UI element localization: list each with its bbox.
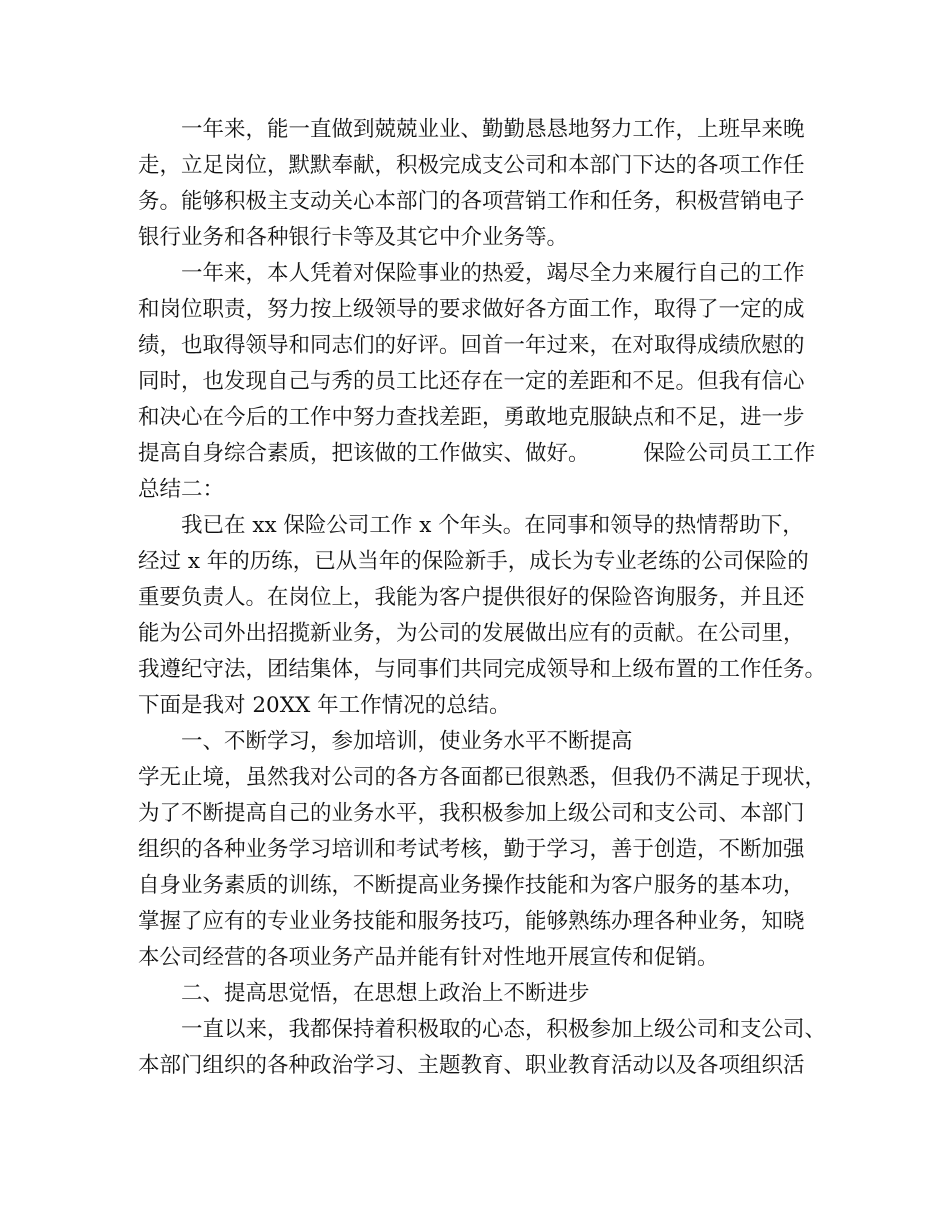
paragraph-line: 组织的各种业务学习培训和考试考核，勤于学习，善于创造，不断加强 — [138, 837, 805, 862]
paragraph-line: 学无止境，虽然我对公司的各方各面都已很熟悉，但我仍不满足于现状， — [138, 765, 827, 790]
section-heading: 一、不断学习，参加培训，使业务水平不断提高 — [181, 729, 633, 754]
paragraph-line: 我已在 xx 保险公司工作 x 个年头。在同事和领导的热情帮助下， — [181, 513, 804, 538]
paragraph-line: 走，立足岗位，默默奉献，积极完成支公司和本部门下达的各项工作任 — [138, 153, 805, 178]
paragraph-line: 本部门组织的各种政治学习、主题教育、职业教育活动以及各项组织活 — [138, 1053, 805, 1078]
paragraph-line: 重要负责人。在岗位上，我能为客户提供很好的保险咨询服务，并且还 — [138, 585, 805, 610]
section-title: 总结二： — [138, 477, 225, 502]
paragraph-line: 一直以来，我都保持着积极取的心态，积极参加上级公司和支公司、 — [181, 1017, 827, 1042]
paragraph-line: 能为公司外出招揽新业务，为公司的发展做出应有的贡献。在公司里， — [138, 621, 805, 646]
paragraph-line: 掌握了应有的专业业务技能和服务技巧，能够熟练办理各种业务，知晓 — [138, 909, 805, 934]
paragraph-line: 为了不断提高自己的业务水平，我积极参加上级公司和支公司、本部门 — [138, 801, 805, 826]
paragraph-line: 银行业务和各种银行卡等及其它中介业务等。 — [138, 225, 569, 250]
paragraph-line: 本公司经营的各项业务产品并能有针对性地开展宣传和促销。 — [138, 945, 719, 970]
paragraph-line: 提高自身综合素质，把该做的工作做实、做好。 保险公司员工工作 — [138, 441, 816, 466]
section-heading: 二、提高思觉悟，在思想上政治上不断进步 — [181, 981, 590, 1006]
paragraph-line: 和决心在今后的工作中努力查找差距，勇敢地克服缺点和不足，进一步 — [138, 405, 805, 430]
paragraph-line: 自身业务素质的训练，不断提高业务操作技能和为客户服务的基本功， — [138, 873, 805, 898]
paragraph-line: 务。能够积极主支动关心本部门的各项营销工作和任务，积极营销电子 — [138, 189, 805, 214]
paragraph-line: 我遵纪守法，团结集体，与同事们共同完成领导和上级布置的工作任务。 — [138, 657, 827, 682]
paragraph-line: 下面是我对 20XX 年工作情况的总结。 — [138, 693, 511, 718]
paragraph-line: 一年来，能一直做到兢兢业业、勤勤恳恳地努力工作，上班早来晚 — [181, 117, 805, 142]
paragraph-line: 和岗位职责，努力按上级领导的要求做好各方面工作，取得了一定的成 — [138, 297, 805, 322]
paragraph-line: 一年来，本人凭着对保险事业的热爱，竭尽全力来履行自己的工作 — [181, 261, 805, 286]
paragraph-line: 绩，也取得领导和同志们的好评。回首一年过来，在对取得成绩欣慰的 — [138, 333, 805, 358]
paragraph-line: 同时，也发现自己与秀的员工比还存在一定的差距和不足。但我有信心 — [138, 369, 805, 394]
paragraph-line: 经过 x 年的历练，已从当年的保险新手，成长为专业老练的公司保险的 — [138, 549, 809, 574]
